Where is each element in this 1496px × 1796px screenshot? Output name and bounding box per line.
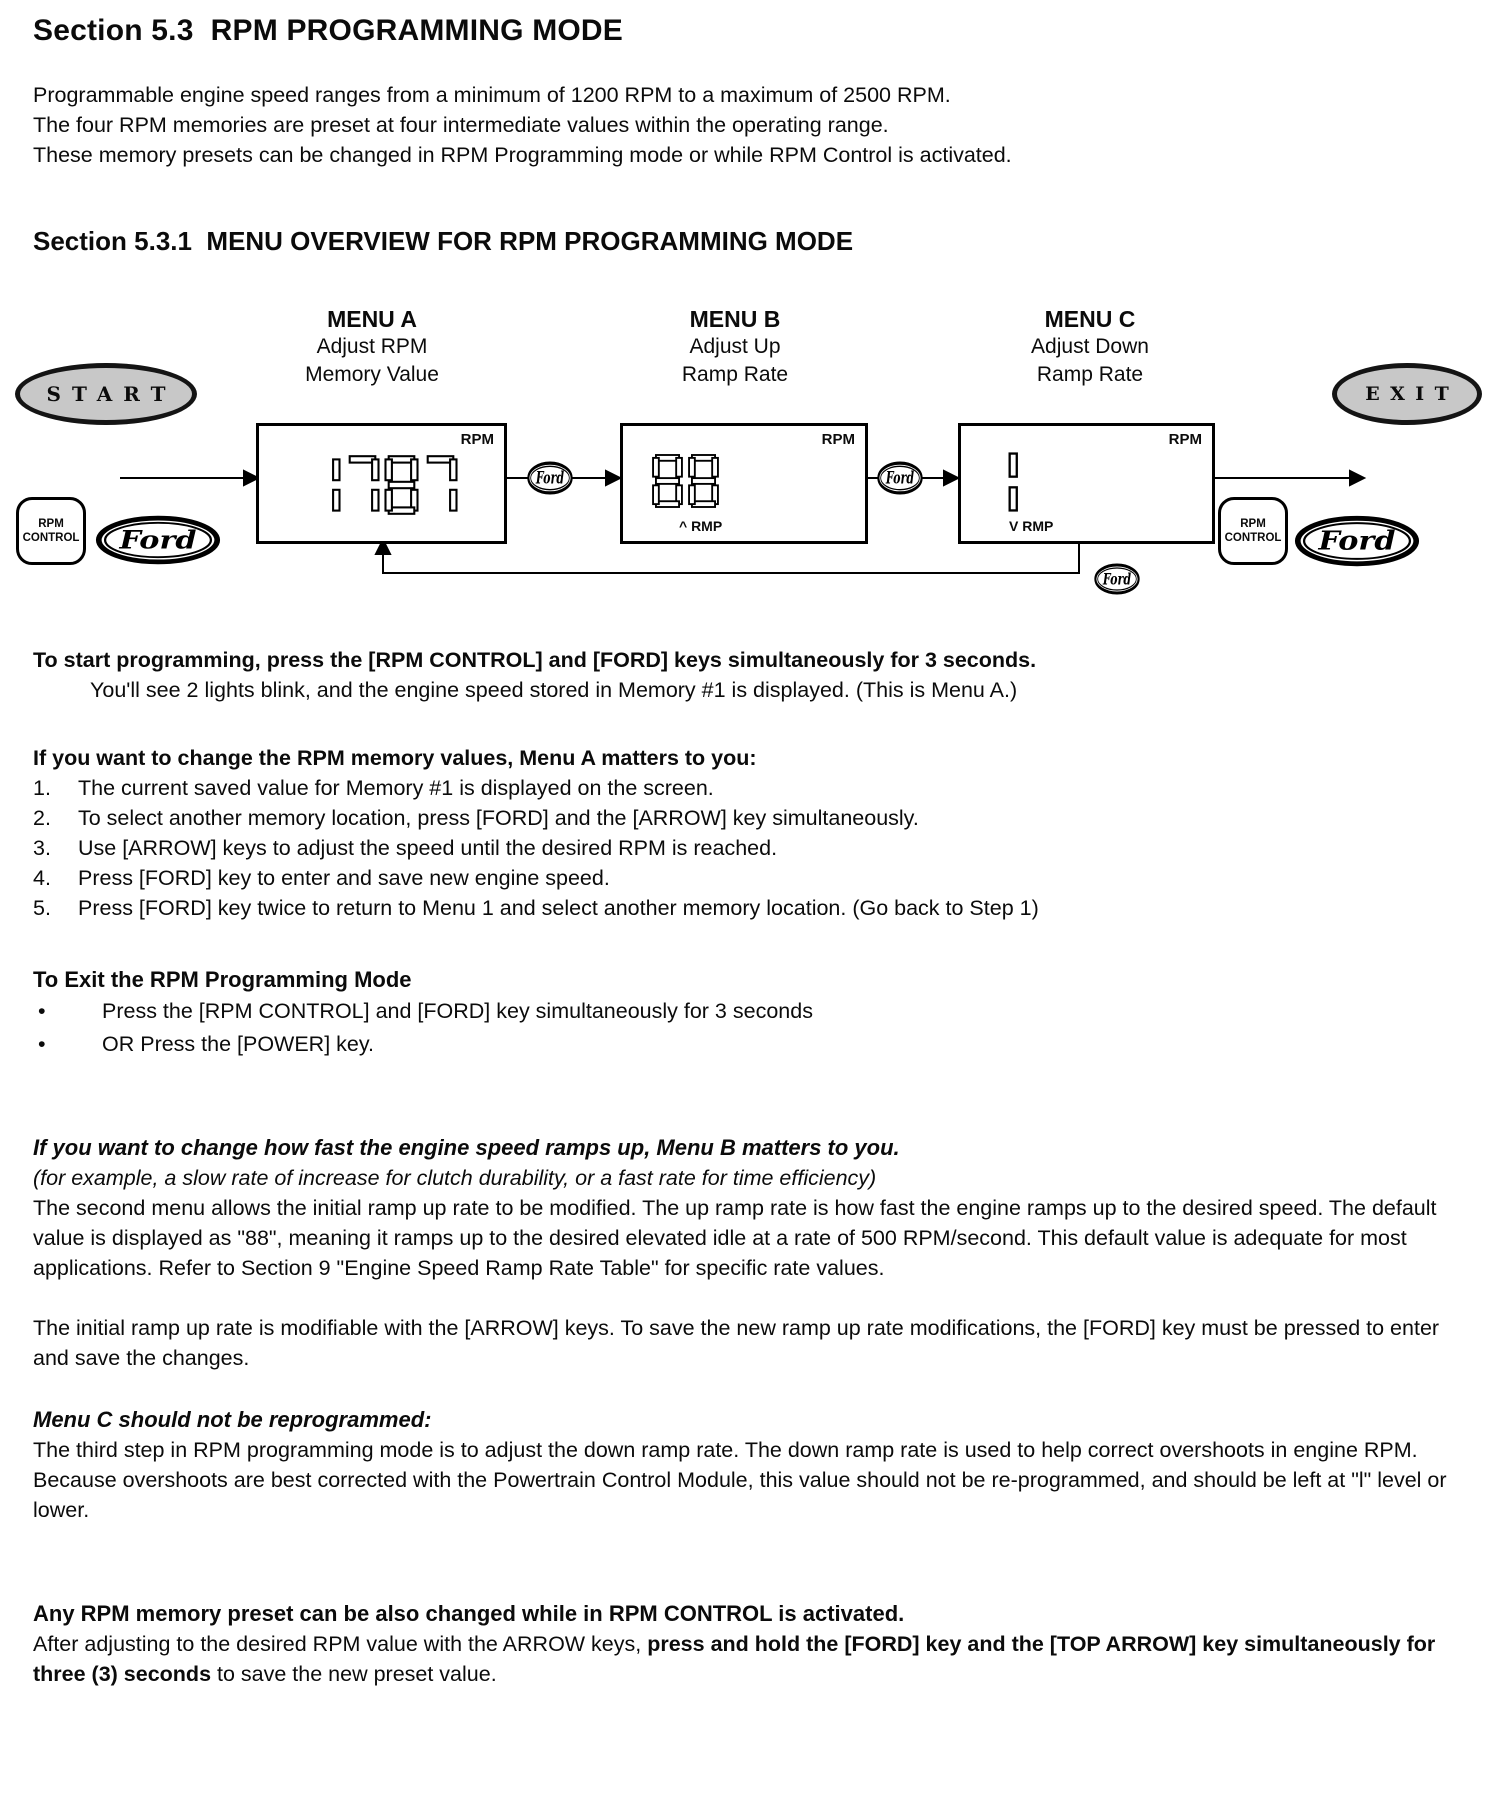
list-item (33, 893, 1460, 923)
svg-text:Ford: Ford (1318, 525, 1396, 557)
closing-bold-line: Any RPM memory preset can be also changed while in RPM CONTROL is activated. (33, 1601, 905, 1626)
ford-oval-icon (877, 461, 923, 495)
start-programming-note: You'll see 2 lights blink, and the engine speed stored in Memory #1 is displayed. (This is Menu A.) (90, 678, 1018, 702)
list-text: Use [ARROW] keys to adjust the speed until the desired RPM is reached. (78, 836, 778, 860)
menu-b-title: MENU B (689, 306, 781, 332)
menu-b-lcd-display (620, 423, 868, 544)
list-text: Press [FORD] key twice to return to Menu 1 and select another memory location. (Go back to Step 1) (78, 896, 1039, 920)
intro-line: The four RPM memories are preset at four intermediate values within the operating range. (33, 113, 889, 137)
menu-b-desc-line: Ramp Rate (681, 363, 789, 386)
menu-a-desc-line: Adjust RPM (316, 335, 428, 358)
start-programming-line: To start programming, press the [RPM CONTROL] and [FORD] keys simultaneously for 3 seconds. (33, 648, 1037, 672)
bullet-text: Press the [RPM CONTROL] and [FORD] key simultaneously for 3 seconds (102, 999, 813, 1023)
svg-text:Ford: Ford (119, 524, 197, 555)
bullet-item (33, 1028, 1460, 1061)
section-531-title: Section 5.3.1 MENU OVERVIEW FOR RPM PROGRAMMING MODE (33, 226, 854, 256)
closing-segment-bold: press and hold the [FORD] key and the [TOP ARROW] key simultaneously for three (3) seconds (33, 1632, 1436, 1686)
intro-paragraph (33, 80, 1496, 170)
menu-b-section-heading: If you want to change how fast the engine speed ramps up, Menu B matters to you. (33, 1135, 900, 1160)
list-number: 4. (33, 866, 51, 890)
list-text: The current saved value for Memory #1 is displayed on the screen. (78, 776, 714, 800)
seven-segment-readout (653, 455, 718, 507)
rpm-unit-label: RPM (821, 431, 855, 448)
exit-label: EXIT (1365, 383, 1460, 405)
ford-oval-icon (1094, 563, 1140, 595)
start-label: START (46, 382, 177, 406)
rpm-control-key-label: CONTROL (22, 532, 80, 544)
rpm-unit-label: RPM (460, 431, 494, 448)
seven-segment-readout (307, 456, 456, 514)
list-text: Press [FORD] key to enter and save new engine speed. (78, 866, 610, 890)
list-number: 2. (33, 806, 51, 830)
start-terminal (15, 363, 197, 425)
svg-text:Ford: Ford (885, 469, 915, 489)
rpm-control-key-label: RPM (38, 518, 64, 530)
page-title: Section 5.3 RPM PROGRAMMING MODE (33, 14, 623, 47)
closing-segment: After adjusting to the desired RPM value with the ARROW keys, (33, 1632, 648, 1656)
rpm-unit-label: RPM (1168, 431, 1202, 448)
exit-section-heading: To Exit the RPM Programming Mode (33, 967, 412, 992)
list-item (33, 863, 1460, 893)
ford-oval-icon (1294, 515, 1420, 567)
instructions-body (33, 645, 1460, 1689)
up-ramp-label: ^ RMP (679, 518, 723, 534)
menu-a-lcd-display (256, 423, 507, 544)
menu-a-title: MENU A (327, 306, 417, 332)
menu-c-desc-line: Adjust Down (1031, 335, 1149, 358)
ford-oval-icon (527, 461, 573, 495)
rpm-control-key-label: RPM (1240, 518, 1266, 530)
menu-b-paragraph: The second menu allows the initial ramp up rate to be modified. The up ramp rate is how fast the engine ramps up to the desired speed. The default value is displayed as "88", meaning it ramps up to the desired elevated idle at a rate of 500 RPM/second. This default value is adequate for most applications. Refer to Section 9 "Engine Speed Ramp Rate Table" for specific rate values. (33, 1196, 1437, 1280)
menu-c-lcd-display (958, 423, 1215, 544)
list-number: 3. (33, 836, 51, 860)
menu-a-desc-line: Memory Value (305, 363, 439, 386)
bullet-item (33, 995, 1460, 1028)
menu-b-paragraph-2: The initial ramp up rate is modifiable with the [ARROW] keys. To save the new ramp up rate modifications, the [FORD] key must be pressed to enter and save the changes. (33, 1316, 1440, 1370)
bullet-glyph: • (38, 999, 46, 1023)
svg-text:Ford: Ford (1102, 570, 1132, 589)
list-item (33, 773, 1460, 803)
rpm-control-key (16, 497, 86, 565)
menu-b-desc-line: Adjust Up (689, 335, 781, 358)
intro-line: Programmable engine speed ranges from a minimum of 1200 RPM to a maximum of 2500 RPM. (33, 83, 951, 107)
menu-c-header (970, 305, 1210, 389)
list-item (33, 803, 1460, 833)
menu-c-desc-line: Ramp Rate (1036, 363, 1144, 386)
rpm-control-key (1218, 497, 1288, 565)
menu-c-title: MENU C (1044, 306, 1136, 332)
list-text: To select another memory location, press [FORD] and the [ARROW] key simultaneously. (78, 806, 919, 830)
menu-b-header (615, 305, 855, 389)
list-number: 5. (33, 896, 51, 920)
menu-b-subnote: (for example, a slow rate of increase for clutch durability, or a fast rate for time efficiency) (33, 1166, 877, 1190)
closing-paragraph (33, 1629, 1460, 1689)
exit-terminal (1332, 363, 1482, 425)
menu-c-paragraph: The third step in RPM programming mode is to adjust the down ramp rate. The down ramp rate is used to help correct overshoots in engine RPM. Because overshoots are best corrected with the Powertrain Control Module, this value should not be re-programmed, and should be left at "l" level or lower. (33, 1438, 1447, 1522)
menu-overview-diagram (0, 281, 1496, 603)
menu-c-section-heading: Menu C should not be reprogrammed: (33, 1407, 432, 1432)
list-item (33, 833, 1460, 863)
ford-oval-icon (95, 515, 221, 565)
down-ramp-label: V RMP (1009, 518, 1054, 534)
closing-segment: to save the new preset value. (211, 1662, 497, 1686)
menu-a-header (252, 305, 492, 389)
list-number: 1. (33, 776, 51, 800)
svg-text:Ford: Ford (535, 469, 565, 489)
rpm-control-key-label: CONTROL (1224, 532, 1282, 544)
menu-a-section-heading: If you want to change the RPM memory values, Menu A matters to you: (33, 746, 757, 770)
bullet-text: OR Press the [POWER] key. (102, 1032, 374, 1056)
seven-segment-readout (981, 450, 1017, 514)
intro-line: These memory presets can be changed in RPM Programming mode or while RPM Control is activated. (33, 143, 1012, 167)
bullet-glyph: • (38, 1032, 46, 1056)
